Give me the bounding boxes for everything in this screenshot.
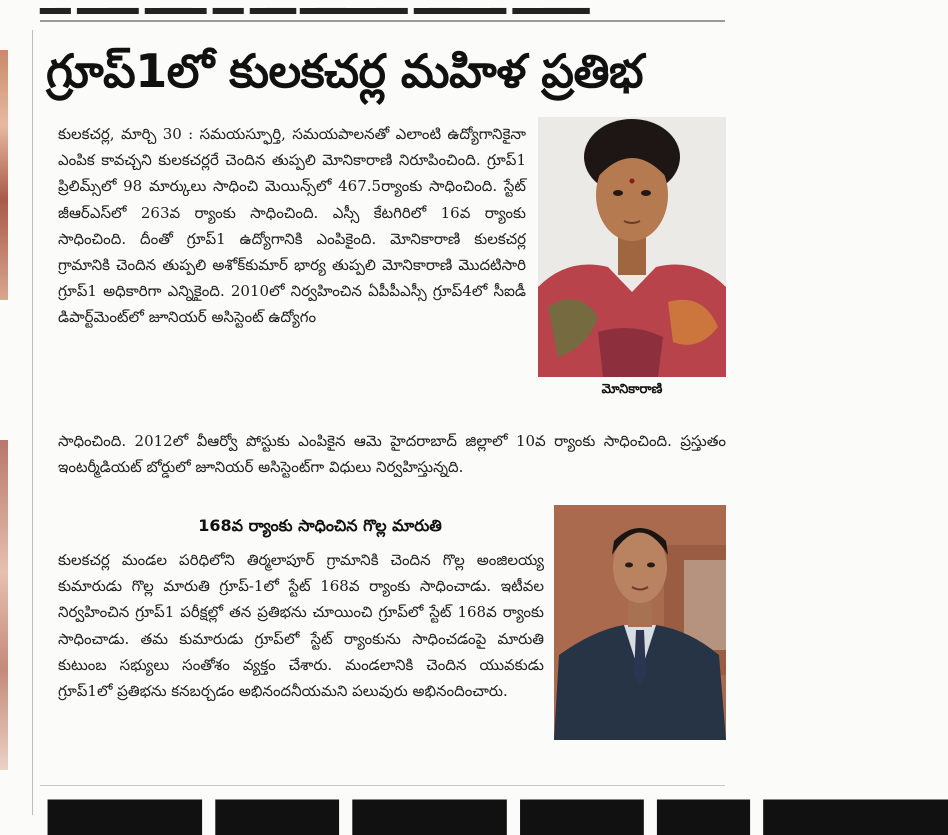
top-divider bbox=[40, 20, 725, 22]
photo-caption: మోనికారాణి bbox=[601, 382, 663, 397]
bottom-divider bbox=[40, 785, 725, 786]
next-article-headline-fragment: ▆▆▆▆▆ ▆▆▆▆ ▆▆▆▆▆ ▆▆▆▆ ▆▆▆ ▆▆▆▆▆▆ bbox=[48, 789, 948, 835]
article-headline: గ్రూప్‌1లో కులకచర్ల మహిళ ప్రతిభ bbox=[46, 44, 643, 98]
monikarani-photo bbox=[538, 117, 726, 377]
article-paragraph-3: కులకచర్ల మండల పరిధిలోని తిర్మలాపూర్‌ గ్రామానికి చెందిన గొల్ల అంజిలయ్య కుమారుడు గొల్ల మారుతి గ్రూప్‌-1లో స్టేట్‌ 168వ ర్యాంకు సాధించాడు. ఇటీవల నిర్వహించిన గ్రూప్‌1 పరీక్షల్లో తన ప్రతిభను చూయించి గ్రూప్‌లో స్టేట్‌ 168వ ర్యాంకు సాధించాడు. తమ కుమారుడు గ్రూప్‌లో స్టేట్‌ ర్యాంకును సాధించడంపై మారుతి కుటుంబ సభ్యులు సంతోశం వ్యక్తం చేశారు. మండలానికి చెందిన యువకుడు గ్రూప్‌1లో ప్రతిభను కనబర్చడం అభినందనీయమని పలువురు అభినందించారు. bbox=[58, 551, 544, 701]
column-divider bbox=[32, 30, 33, 815]
previous-article-fragment: ▂▂ ▂▂▂▂ ▂▂▂▂ ▂▂ ▂▂▂ ▂▂▂▂▂▂▂ ▂▂▂▂▂▂ ▂▂▂▂▂ bbox=[40, 0, 590, 14]
article-paragraph-2: సాధించింది. 2012లో వీఆర్వో పోస్టుకు ఎంపికైన ఆమె హైదరాబాద్‌ జిల్లాలో 10వ ర్యాంకు సాధించింది. ప్రస్తుతం ఇంటర్మీడియట్‌ బోర్డులో జూనియర్‌ అసిస్టెంట్‌గా విధులు నిర్వహిస్తున్నది. bbox=[58, 432, 726, 477]
article-paragraph-1: కులకచర్ల, మార్చి 30 : సమయస్ఫూర్తి, సమయపాలనతో ఎలాంటి ఉద్యోగానికైనా ఎంపిక కావచ్చని కులకచర్లరే చెందిన తుప్పలి మోనికారాణి నిరూపించింది. గ్రూప్‌1 ప్రిలిమ్స్‌లో 98 మార్కులు సాధించి మెయిన్స్‌లో 467.5ర్యాంకు సాధించింది. స్టేట్‌ జీఆర్‌ఎస్‌లో 263వ ర్యాంకు సాధించింది. ఎస్సీ కేటగిరిలో 16వ ర్యాంకు సాధించింది. దీంతో గ్రూప్‌1 ఉద్యోగానికి ఎంపికైంది. మోనికారాణి కులకచర్ల గ్రామానికి చెందిన తుప్పలి అశోక్‌కుమార్‌ భార్య తుప్పలి మోనికారాణి మొదటిసారి గ్రూప్‌1 అధికారిగా ఎన్నికైంది. 2010లో నిర్వహించిన ఏపీపీఎస్సీ గ్రూప్‌4లో సీఐడీ డిపార్ట్‌మెంట్‌లో జూనియర్‌ అసిస్టెంట్‌ ఉద్యోగం bbox=[58, 125, 526, 327]
article-subheading: 168వ ర్యాంకు సాధించిన గొల్ల మారుతి bbox=[198, 516, 442, 535]
maruthi-photo bbox=[554, 505, 726, 740]
adjacent-column-edge bbox=[0, 30, 8, 815]
